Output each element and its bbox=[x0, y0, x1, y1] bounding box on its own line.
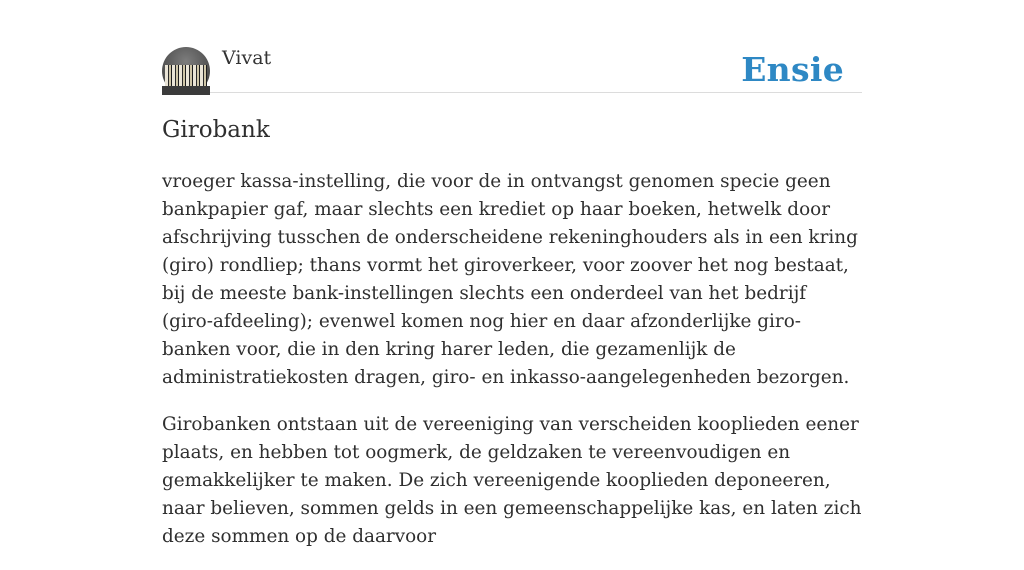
page-title: Girobank bbox=[162, 117, 270, 143]
author-name[interactable]: Vivat bbox=[222, 47, 272, 69]
shelf-shape bbox=[162, 86, 210, 95]
article-paragraph: vroeger kassa-instelling, die voor de in ontvangst genomen specie geen bankpapier gaf, maar slechts een krediet op haar boeken, hetwelk door afschrijving tusschen de onderscheidene rekeninghouders als in een kring (giro) rondliep; thans vormt het giroverkeer, voor zoover het nog bestaat, bij de meeste bank-instellingen slechts een onderdeel van het bedrijf (giro-afdeeling); evenwel komen nog hier en daar afzonderlijke giro-banken voor, die in den kring harer leden, die gezamenlijk de administratiekosten dragen, giro- en inkasso-aangelegenheden bezorgen. bbox=[162, 171, 858, 388]
bookshelf-avatar-icon bbox=[165, 65, 207, 87]
site-logo[interactable]: Ensie bbox=[741, 50, 844, 89]
article-body bbox=[162, 168, 862, 570]
page bbox=[162, 0, 862, 547]
author-avatar[interactable] bbox=[162, 47, 210, 95]
header bbox=[162, 46, 862, 93]
article-paragraph: Girobanken ontstaan uit de vereeniging van verscheiden kooplieden eener plaats, en hebben tot oogmerk, de geldzaken te vereenvoudigen en gemakkelijker te maken. De zich vereenigende kooplieden deponeeren, naar believen, sommen gelds in een gemeenschappelijke kas, en laten zich deze sommen op de daarvoor bbox=[162, 414, 862, 547]
